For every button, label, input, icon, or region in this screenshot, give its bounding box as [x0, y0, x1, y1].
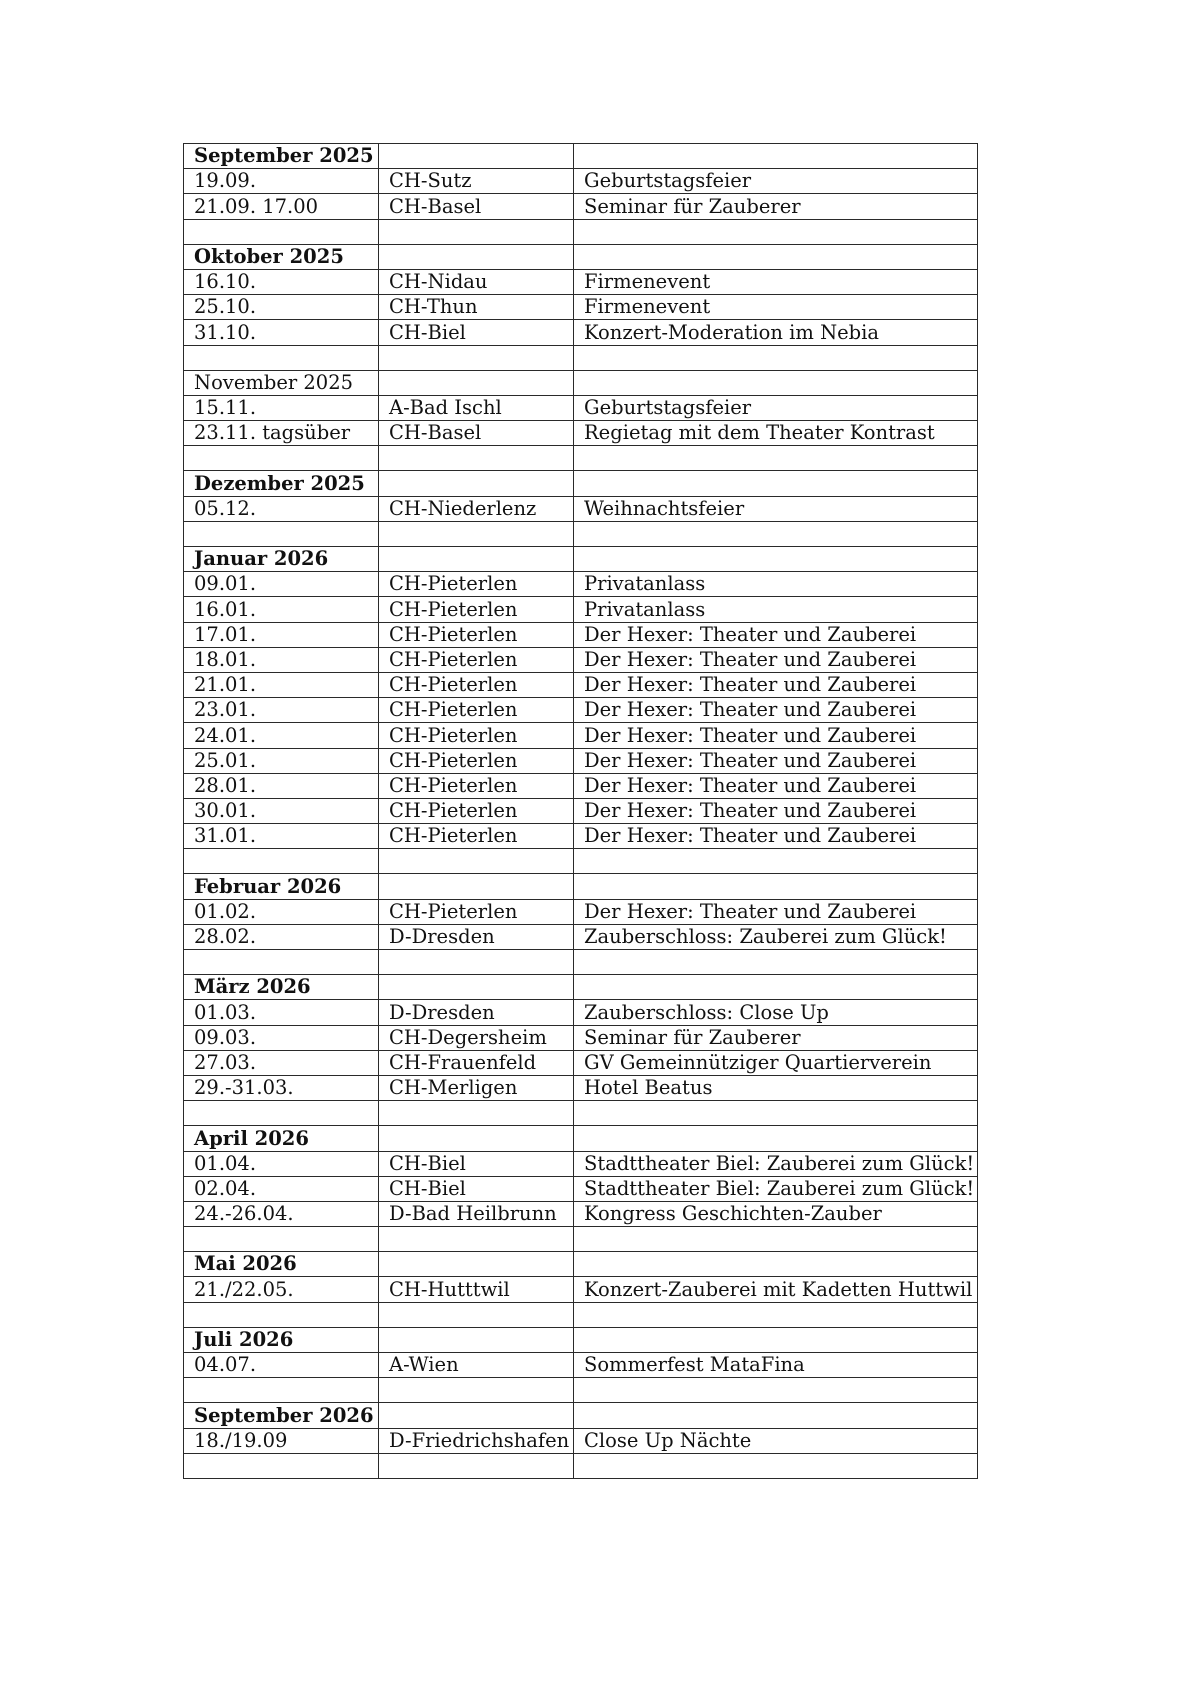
event-title: Der Hexer: Theater und Zauberei [574, 647, 978, 672]
event-place: CH-Hutttwil [379, 1277, 574, 1302]
month-header-row [184, 975, 978, 1000]
month-heading: September 2025 [184, 144, 379, 169]
event-place: CH-Pieterlen [379, 698, 574, 723]
event-place: D-Bad Heilbrunn [379, 1201, 574, 1226]
event-row [184, 496, 978, 521]
event-place: CH-Pieterlen [379, 773, 574, 798]
event-row [184, 647, 978, 672]
empty-cell [379, 521, 574, 546]
empty-cell [184, 950, 379, 975]
empty-cell [379, 1101, 574, 1126]
empty-cell [574, 975, 978, 1000]
event-row [184, 597, 978, 622]
empty-cell [574, 1302, 978, 1327]
spacer-row [184, 1302, 978, 1327]
event-row [184, 320, 978, 345]
empty-cell [379, 1403, 574, 1428]
event-row [184, 421, 978, 446]
event-place: CH-Biel [379, 320, 574, 345]
month-heading: Mai 2026 [184, 1252, 379, 1277]
event-title: Firmenevent [574, 269, 978, 294]
month-heading: März 2026 [184, 975, 379, 1000]
event-row [184, 169, 978, 194]
empty-cell [574, 950, 978, 975]
spacer-row [184, 521, 978, 546]
event-date: 01.03. [184, 1000, 379, 1025]
empty-cell [574, 446, 978, 471]
empty-cell [574, 219, 978, 244]
event-date: 29.-31.03. [184, 1075, 379, 1100]
event-date: 01.02. [184, 899, 379, 924]
event-title: Der Hexer: Theater und Zauberei [574, 824, 978, 849]
event-title: Der Hexer: Theater und Zauberei [574, 748, 978, 773]
event-title: Hotel Beatus [574, 1075, 978, 1100]
event-place: CH-Pieterlen [379, 824, 574, 849]
empty-cell [574, 547, 978, 572]
spacer-row [184, 219, 978, 244]
event-title: Stadttheater Biel: Zauberei zum Glück! [574, 1151, 978, 1176]
spacer-row [184, 1227, 978, 1252]
month-header-row [184, 244, 978, 269]
month-header-row [184, 1327, 978, 1352]
event-title: Stadttheater Biel: Zauberei zum Glück! [574, 1176, 978, 1201]
event-date: 19.09. [184, 169, 379, 194]
event-date: 16.10. [184, 269, 379, 294]
event-row [184, 672, 978, 697]
empty-cell [379, 446, 574, 471]
empty-cell [379, 1227, 574, 1252]
event-date: 18.01. [184, 647, 379, 672]
event-row [184, 1151, 978, 1176]
event-date: 25.10. [184, 295, 379, 320]
event-title: Der Hexer: Theater und Zauberei [574, 798, 978, 823]
month-heading: Februar 2026 [184, 874, 379, 899]
spacer-row [184, 1453, 978, 1478]
event-row [184, 194, 978, 219]
event-date: 31.01. [184, 824, 379, 849]
empty-cell [574, 345, 978, 370]
empty-cell [574, 1101, 978, 1126]
event-row [184, 395, 978, 420]
empty-cell [574, 1403, 978, 1428]
event-title: Firmenevent [574, 295, 978, 320]
month-heading: November 2025 [184, 370, 379, 395]
event-row [184, 295, 978, 320]
event-date: 02.04. [184, 1176, 379, 1201]
event-title: Der Hexer: Theater und Zauberei [574, 622, 978, 647]
event-title: Der Hexer: Theater und Zauberei [574, 672, 978, 697]
spacer-row [184, 1378, 978, 1403]
event-place: CH-Basel [379, 194, 574, 219]
event-date: 16.01. [184, 597, 379, 622]
empty-cell [574, 1378, 978, 1403]
month-heading: Juli 2026 [184, 1327, 379, 1352]
spacer-row [184, 849, 978, 874]
event-place: CH-Sutz [379, 169, 574, 194]
month-heading: Januar 2026 [184, 547, 379, 572]
event-title: Privatanlass [574, 597, 978, 622]
empty-cell [379, 144, 574, 169]
event-date: 24.01. [184, 723, 379, 748]
event-title: Zauberschloss: Zauberei zum Glück! [574, 924, 978, 949]
event-place: D-Dresden [379, 1000, 574, 1025]
event-date: 04.07. [184, 1353, 379, 1378]
event-place: CH-Pieterlen [379, 899, 574, 924]
spacer-row [184, 950, 978, 975]
empty-cell [184, 446, 379, 471]
empty-cell [184, 1101, 379, 1126]
event-row [184, 1000, 978, 1025]
spacer-row [184, 345, 978, 370]
empty-cell [379, 471, 574, 496]
event-row [184, 1176, 978, 1201]
event-title: Seminar für Zauberer [574, 1025, 978, 1050]
empty-cell [574, 1327, 978, 1352]
event-title: Kongress Geschichten-Zauber [574, 1201, 978, 1226]
empty-cell [379, 345, 574, 370]
event-place: CH-Basel [379, 421, 574, 446]
event-row [184, 1050, 978, 1075]
empty-cell [574, 521, 978, 546]
event-title: Geburtstagsfeier [574, 169, 978, 194]
empty-cell [379, 1252, 574, 1277]
empty-cell [379, 1302, 574, 1327]
event-place: A-Bad Ischl [379, 395, 574, 420]
event-place: CH-Pieterlen [379, 572, 574, 597]
empty-cell [574, 874, 978, 899]
event-date: 27.03. [184, 1050, 379, 1075]
month-header-row [184, 547, 978, 572]
event-date: 21.09. 17.00 [184, 194, 379, 219]
event-date: 25.01. [184, 748, 379, 773]
event-row [184, 269, 978, 294]
empty-cell [574, 244, 978, 269]
event-date: 05.12. [184, 496, 379, 521]
event-date: 09.03. [184, 1025, 379, 1050]
event-row [184, 572, 978, 597]
empty-cell [379, 950, 574, 975]
event-title: Zauberschloss: Close Up [574, 1000, 978, 1025]
event-place: CH-Pieterlen [379, 723, 574, 748]
event-place: CH-Pieterlen [379, 647, 574, 672]
month-header-row [184, 1126, 978, 1151]
empty-cell [184, 849, 379, 874]
event-date: 21.01. [184, 672, 379, 697]
empty-cell [184, 1378, 379, 1403]
event-date: 21./22.05. [184, 1277, 379, 1302]
event-row [184, 1025, 978, 1050]
event-title: Regietag mit dem Theater Kontrast [574, 421, 978, 446]
empty-cell [574, 471, 978, 496]
event-row [184, 748, 978, 773]
event-row [184, 1428, 978, 1453]
event-row [184, 899, 978, 924]
event-place: CH-Pieterlen [379, 597, 574, 622]
event-date: 28.01. [184, 773, 379, 798]
month-header-row [184, 471, 978, 496]
schedule-body [184, 144, 978, 1479]
event-title: Der Hexer: Theater und Zauberei [574, 899, 978, 924]
empty-cell [184, 219, 379, 244]
event-date: 30.01. [184, 798, 379, 823]
event-title: Konzert-Moderation im Nebia [574, 320, 978, 345]
empty-cell [379, 874, 574, 899]
event-place: CH-Biel [379, 1176, 574, 1201]
event-place: D-Dresden [379, 924, 574, 949]
event-place: CH-Pieterlen [379, 672, 574, 697]
event-date: 17.01. [184, 622, 379, 647]
spacer-row [184, 446, 978, 471]
event-date: 23.11. tagsüber [184, 421, 379, 446]
event-title: Konzert-Zauberei mit Kadetten Huttwil [574, 1277, 978, 1302]
event-place: CH-Pieterlen [379, 748, 574, 773]
event-row [184, 723, 978, 748]
month-heading: April 2026 [184, 1126, 379, 1151]
month-header-row [184, 370, 978, 395]
empty-cell [379, 1126, 574, 1151]
event-title: Der Hexer: Theater und Zauberei [574, 698, 978, 723]
event-title: Der Hexer: Theater und Zauberei [574, 723, 978, 748]
empty-cell [379, 244, 574, 269]
empty-cell [574, 1252, 978, 1277]
spacer-row [184, 1101, 978, 1126]
empty-cell [379, 370, 574, 395]
event-place: CH-Pieterlen [379, 798, 574, 823]
event-row [184, 1201, 978, 1226]
event-place: CH-Degersheim [379, 1025, 574, 1050]
event-row [184, 698, 978, 723]
event-title: Sommerfest MataFina [574, 1353, 978, 1378]
empty-cell [379, 547, 574, 572]
event-place: CH-Thun [379, 295, 574, 320]
event-date: 28.02. [184, 924, 379, 949]
empty-cell [574, 370, 978, 395]
empty-cell [379, 1378, 574, 1403]
event-date: 18./19.09 [184, 1428, 379, 1453]
event-date: 09.01. [184, 572, 379, 597]
event-row [184, 773, 978, 798]
empty-cell [184, 521, 379, 546]
event-date: 24.-26.04. [184, 1201, 379, 1226]
event-title: Seminar für Zauberer [574, 194, 978, 219]
event-place: CH-Pieterlen [379, 622, 574, 647]
empty-cell [574, 1126, 978, 1151]
empty-cell [574, 849, 978, 874]
month-heading: Dezember 2025 [184, 471, 379, 496]
event-row [184, 622, 978, 647]
month-header-row [184, 144, 978, 169]
empty-cell [379, 849, 574, 874]
event-title: Der Hexer: Theater und Zauberei [574, 773, 978, 798]
empty-cell [184, 1302, 379, 1327]
empty-cell [184, 1453, 379, 1478]
empty-cell [184, 1227, 379, 1252]
event-date: 01.04. [184, 1151, 379, 1176]
empty-cell [379, 219, 574, 244]
event-row [184, 824, 978, 849]
empty-cell [574, 144, 978, 169]
event-schedule-table [183, 143, 978, 1479]
event-row [184, 1353, 978, 1378]
month-heading: Oktober 2025 [184, 244, 379, 269]
empty-cell [184, 345, 379, 370]
event-place: CH-Nidau [379, 269, 574, 294]
empty-cell [379, 1327, 574, 1352]
event-place: CH-Niederlenz [379, 496, 574, 521]
event-row [184, 1277, 978, 1302]
empty-cell [379, 1453, 574, 1478]
event-title: Weihnachtsfeier [574, 496, 978, 521]
month-header-row [184, 1403, 978, 1428]
event-place: A-Wien [379, 1353, 574, 1378]
event-title: Privatanlass [574, 572, 978, 597]
event-title: Geburtstagsfeier [574, 395, 978, 420]
empty-cell [574, 1227, 978, 1252]
event-place: CH-Merligen [379, 1075, 574, 1100]
event-row [184, 1075, 978, 1100]
event-date: 15.11. [184, 395, 379, 420]
event-title: Close Up Nächte [574, 1428, 978, 1453]
event-date: 31.10. [184, 320, 379, 345]
event-place: CH-Frauenfeld [379, 1050, 574, 1075]
event-row [184, 924, 978, 949]
event-place: CH-Biel [379, 1151, 574, 1176]
event-place: D-Friedrichshafen [379, 1428, 574, 1453]
empty-cell [379, 975, 574, 1000]
event-date: 23.01. [184, 698, 379, 723]
event-title: GV Gemeinnütziger Quartierverein [574, 1050, 978, 1075]
empty-cell [574, 1453, 978, 1478]
month-header-row [184, 1252, 978, 1277]
event-row [184, 798, 978, 823]
month-header-row [184, 874, 978, 899]
month-heading: September 2026 [184, 1403, 379, 1428]
